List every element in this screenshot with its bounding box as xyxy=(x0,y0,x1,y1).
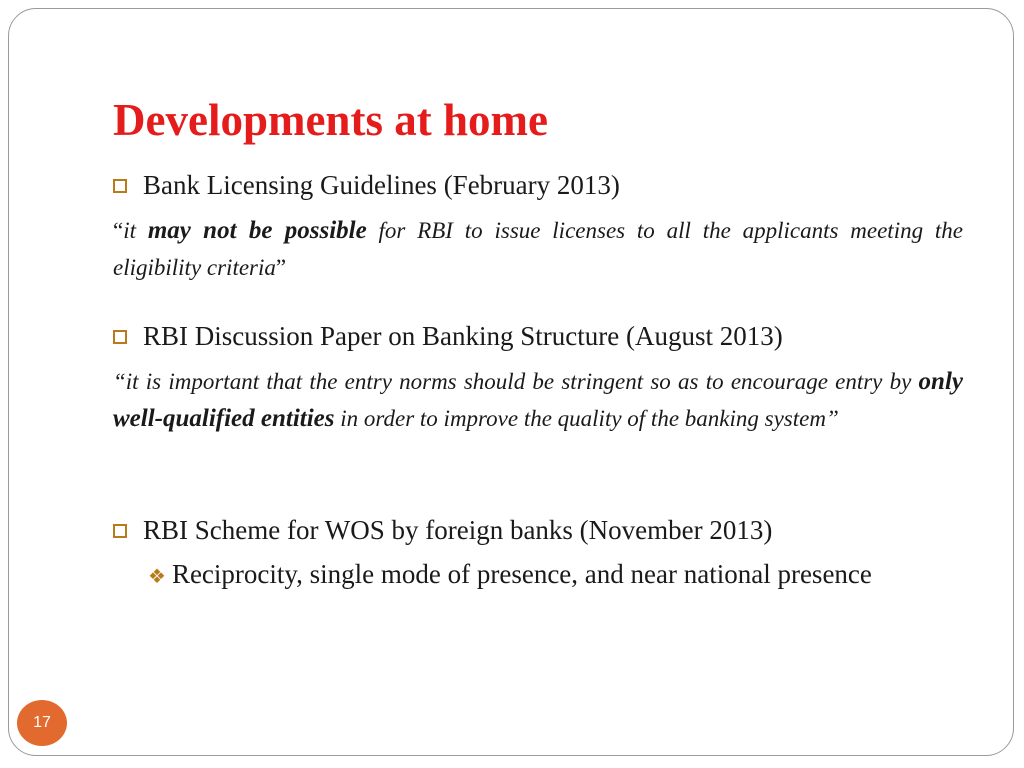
bullet-label: RBI Discussion Paper on Banking Structure (August 2013) xyxy=(143,321,783,351)
slide-title: Developments at home xyxy=(113,95,548,145)
quote-emphasis: only well-qualified entities xyxy=(113,368,963,432)
bullet-label: Bank Licensing Guidelines (February 2013) xyxy=(143,170,620,200)
quote-emphasis: may not be possible xyxy=(147,217,367,244)
bullet-discussion-paper xyxy=(113,319,783,353)
sub-bullet-reciprocity: ❖ Reciprocity, single mode of presence, and near national presence xyxy=(148,559,872,589)
slide-number-badge: 17 xyxy=(17,700,67,746)
checkbox-bullet-icon xyxy=(113,524,127,538)
quote-discussion-paper: “it is important that the entry norms should be stringent so as to encourage entry by only well-qualified entities in order to improve the quality of the banking system” xyxy=(113,368,963,432)
quote-bank-licensing: “it may not be possible for RBI to issue licenses to all the applicants meeting the eligibility criteria” xyxy=(113,217,964,280)
bullet-wos-scheme xyxy=(113,513,772,547)
bullet-label: RBI Scheme for WOS by foreign banks (November 2013) xyxy=(143,515,773,545)
checkbox-bullet-icon xyxy=(113,330,127,344)
bullet-bank-licensing xyxy=(113,168,620,202)
diamond-bullet-icon: ❖ xyxy=(148,566,166,588)
checkbox-bullet-icon xyxy=(113,179,127,193)
